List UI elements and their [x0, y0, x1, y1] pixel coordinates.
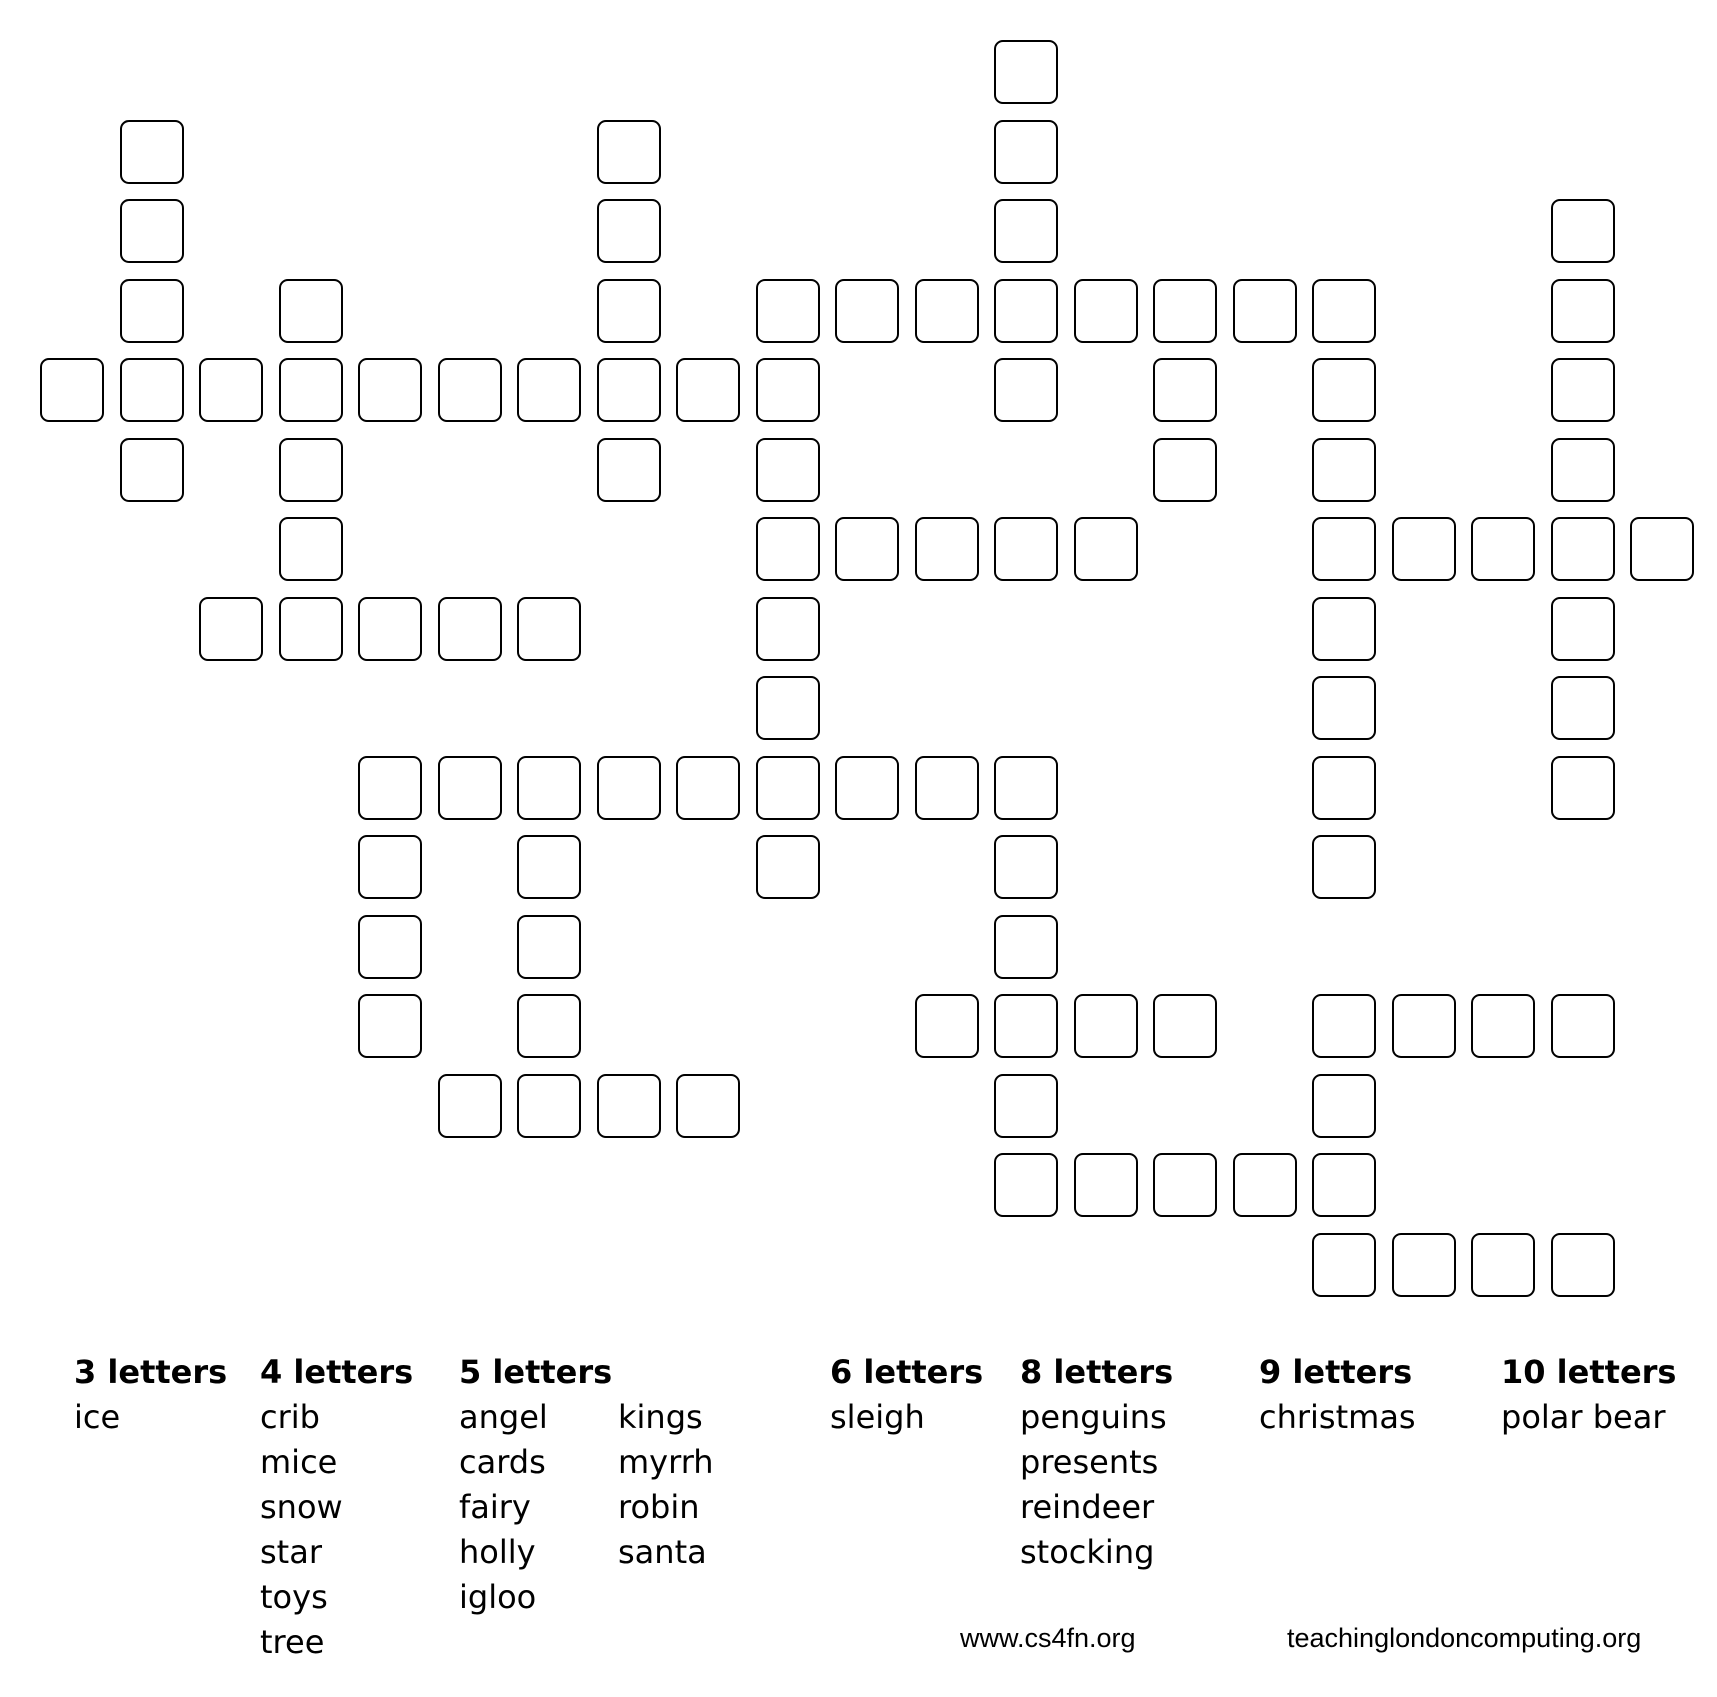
word-list-item: fairy	[459, 1488, 531, 1526]
word-list-item: cards	[459, 1443, 546, 1481]
word-list-item: christmas	[1259, 1398, 1416, 1436]
crossword-cell[interactable]	[1074, 517, 1138, 581]
word-list-item: stocking	[1020, 1533, 1155, 1571]
crossword-cell[interactable]	[40, 358, 104, 422]
crossword-cell[interactable]	[1551, 438, 1615, 502]
crossword-cell[interactable]	[120, 358, 184, 422]
crossword-cell[interactable]	[358, 994, 422, 1058]
word-list-item: holly	[459, 1533, 536, 1571]
crossword-cell[interactable]	[756, 835, 820, 899]
crossword-cell[interactable]	[1630, 517, 1694, 581]
word-list-item: myrrh	[618, 1443, 714, 1481]
crossword-cell[interactable]	[199, 597, 263, 661]
crossword-cell[interactable]	[1312, 1153, 1376, 1217]
crossword-cell[interactable]	[438, 597, 502, 661]
crossword-cell[interactable]	[517, 915, 581, 979]
word-list-item: santa	[618, 1533, 707, 1571]
crossword-cell[interactable]	[1551, 517, 1615, 581]
crossword-cell[interactable]	[1551, 676, 1615, 740]
word-list-item: snow	[260, 1488, 343, 1526]
crossword-cell[interactable]	[676, 358, 740, 422]
crossword-cell[interactable]	[1312, 438, 1376, 502]
crossword-cell[interactable]	[756, 756, 820, 820]
crossword-cell[interactable]	[1471, 517, 1535, 581]
crossword-cell[interactable]	[597, 358, 661, 422]
word-list-heading: 10 letters	[1501, 1353, 1677, 1391]
crossword-cell[interactable]	[915, 994, 979, 1058]
crossword-cell[interactable]	[756, 279, 820, 343]
crossword-cell[interactable]	[199, 358, 263, 422]
crossword-cell[interactable]	[279, 517, 343, 581]
crossword-cell[interactable]	[835, 279, 899, 343]
crossword-cell[interactable]	[1312, 279, 1376, 343]
crossword-cell[interactable]	[994, 1153, 1058, 1217]
crossword-cell[interactable]	[915, 279, 979, 343]
crossword-cell[interactable]	[597, 120, 661, 184]
word-list-item: tree	[260, 1623, 325, 1661]
word-list-item: mice	[260, 1443, 338, 1481]
word-list-item: angel	[459, 1398, 548, 1436]
footer-url-cs4fn: www.cs4fn.org	[960, 1623, 1136, 1653]
crossword-cell[interactable]	[120, 199, 184, 263]
crossword-cell[interactable]	[1233, 1153, 1297, 1217]
crossword-cell[interactable]	[1153, 994, 1217, 1058]
word-list-heading: 8 letters	[1020, 1353, 1174, 1391]
crossword-cell[interactable]	[517, 835, 581, 899]
crossword-cell[interactable]	[994, 120, 1058, 184]
crossword-cell[interactable]	[1312, 835, 1376, 899]
word-list-6-letters	[830, 1350, 983, 1440]
word-list-item: reindeer	[1020, 1488, 1155, 1526]
crossword-cell[interactable]	[1153, 438, 1217, 502]
crossword-cell[interactable]	[438, 1074, 502, 1138]
crossword-cell[interactable]	[279, 358, 343, 422]
crossword-cell[interactable]	[1312, 756, 1376, 820]
crossword-cell[interactable]	[756, 358, 820, 422]
word-list-9-letters	[1259, 1350, 1416, 1440]
word-list-heading: 9 letters	[1259, 1353, 1413, 1391]
word-list-item: igloo	[459, 1578, 537, 1616]
crossword-cell[interactable]	[915, 517, 979, 581]
crossword-cell[interactable]	[994, 358, 1058, 422]
crossword-cell[interactable]	[1153, 358, 1217, 422]
word-list-5-letters-continued	[618, 1395, 714, 1575]
crossword-cell[interactable]	[358, 597, 422, 661]
crossword-cell[interactable]	[1471, 1233, 1535, 1297]
crossword-cell[interactable]	[517, 358, 581, 422]
crossword-cell[interactable]	[597, 1074, 661, 1138]
crossword-cell[interactable]	[517, 756, 581, 820]
crossword-cell[interactable]	[1312, 597, 1376, 661]
crossword-cell[interactable]	[756, 597, 820, 661]
crossword-cell[interactable]	[676, 1074, 740, 1138]
crossword-cell[interactable]	[279, 597, 343, 661]
crossword-cell[interactable]	[1392, 994, 1456, 1058]
word-list-10-letters	[1501, 1350, 1676, 1440]
crossword-cell[interactable]	[597, 756, 661, 820]
crossword-cell[interactable]	[994, 199, 1058, 263]
crossword-cell[interactable]	[358, 358, 422, 422]
word-list-item: kings	[618, 1398, 703, 1436]
word-list-item: sleigh	[830, 1398, 925, 1436]
crossword-cell[interactable]	[1551, 358, 1615, 422]
crossword-cell[interactable]	[994, 40, 1058, 104]
crossword-cell[interactable]	[1551, 756, 1615, 820]
word-list-item: crib	[260, 1398, 320, 1436]
word-list-heading: 4 letters	[260, 1353, 414, 1391]
crossword-cell[interactable]	[915, 756, 979, 820]
crossword-cell[interactable]	[1153, 279, 1217, 343]
crossword-cell[interactable]	[835, 756, 899, 820]
crossword-cell[interactable]	[358, 756, 422, 820]
crossword-cell[interactable]	[1551, 1233, 1615, 1297]
crossword-cell[interactable]	[1074, 1153, 1138, 1217]
crossword-cell[interactable]	[994, 517, 1058, 581]
crossword-cell[interactable]	[994, 1074, 1058, 1138]
word-list-3-letters	[74, 1350, 227, 1440]
crossword-cell[interactable]	[835, 517, 899, 581]
crossword-cell[interactable]	[1551, 994, 1615, 1058]
crossword-cell[interactable]	[120, 279, 184, 343]
crossword-cell[interactable]	[994, 835, 1058, 899]
word-list-heading: 3 letters	[74, 1353, 228, 1391]
crossword-cell[interactable]	[1074, 279, 1138, 343]
crossword-cell[interactable]	[1312, 517, 1376, 581]
crossword-cell[interactable]	[994, 756, 1058, 820]
crossword-cell[interactable]	[756, 517, 820, 581]
word-list-heading: 5 letters	[459, 1353, 613, 1391]
crossword-cell[interactable]	[1233, 279, 1297, 343]
crossword-cell[interactable]	[1312, 358, 1376, 422]
crossword-cell[interactable]	[994, 279, 1058, 343]
crossword-cell[interactable]	[438, 756, 502, 820]
crossword-cell[interactable]	[1312, 676, 1376, 740]
crossword-cell[interactable]	[1551, 199, 1615, 263]
crossword-cell[interactable]	[279, 279, 343, 343]
word-list-item: penguins	[1020, 1398, 1167, 1436]
word-list-item: robin	[618, 1488, 700, 1526]
word-list-item: toys	[260, 1578, 328, 1616]
crossword-cell[interactable]	[1312, 1233, 1376, 1297]
crossword-cell[interactable]	[1392, 1233, 1456, 1297]
crossword-cell[interactable]	[1312, 994, 1376, 1058]
footer-url-teachinglondoncomputing: teachinglondoncomputing.org	[1287, 1623, 1642, 1653]
crossword-cell[interactable]	[994, 994, 1058, 1058]
crossword-cell[interactable]	[279, 438, 343, 502]
crossword-cell[interactable]	[756, 676, 820, 740]
crossword-cell[interactable]	[1392, 517, 1456, 581]
crossword-cell[interactable]	[517, 1074, 581, 1138]
word-list-item: ice	[74, 1398, 121, 1436]
crossword-cell[interactable]	[1074, 994, 1138, 1058]
crossword-cell[interactable]	[120, 120, 184, 184]
word-list-heading: 6 letters	[830, 1353, 984, 1391]
crossword-cell[interactable]	[517, 994, 581, 1058]
crossword-cell[interactable]	[120, 438, 184, 502]
crossword-cell[interactable]	[597, 438, 661, 502]
crossword-cell[interactable]	[1551, 279, 1615, 343]
word-list-4-letters	[260, 1350, 413, 1665]
crossword-cell[interactable]	[676, 756, 740, 820]
word-list-item: star	[260, 1533, 322, 1571]
crossword-cell[interactable]	[994, 915, 1058, 979]
word-list-8-letters	[1020, 1350, 1173, 1575]
word-list-item: polar bear	[1501, 1398, 1666, 1436]
crossword-cell[interactable]	[1471, 994, 1535, 1058]
crossword-cell[interactable]	[597, 279, 661, 343]
crossword-cell[interactable]	[756, 438, 820, 502]
crossword-cell[interactable]	[438, 358, 502, 422]
crossword-cell[interactable]	[358, 835, 422, 899]
word-list-5-letters	[459, 1350, 612, 1620]
crossword-cell[interactable]	[517, 597, 581, 661]
crossword-cell[interactable]	[597, 199, 661, 263]
word-list-item: presents	[1020, 1443, 1159, 1481]
crossword-cell[interactable]	[1551, 597, 1615, 661]
crossword-cell[interactable]	[358, 915, 422, 979]
crossword-cell[interactable]	[1153, 1153, 1217, 1217]
crossword-cell[interactable]	[1312, 1074, 1376, 1138]
